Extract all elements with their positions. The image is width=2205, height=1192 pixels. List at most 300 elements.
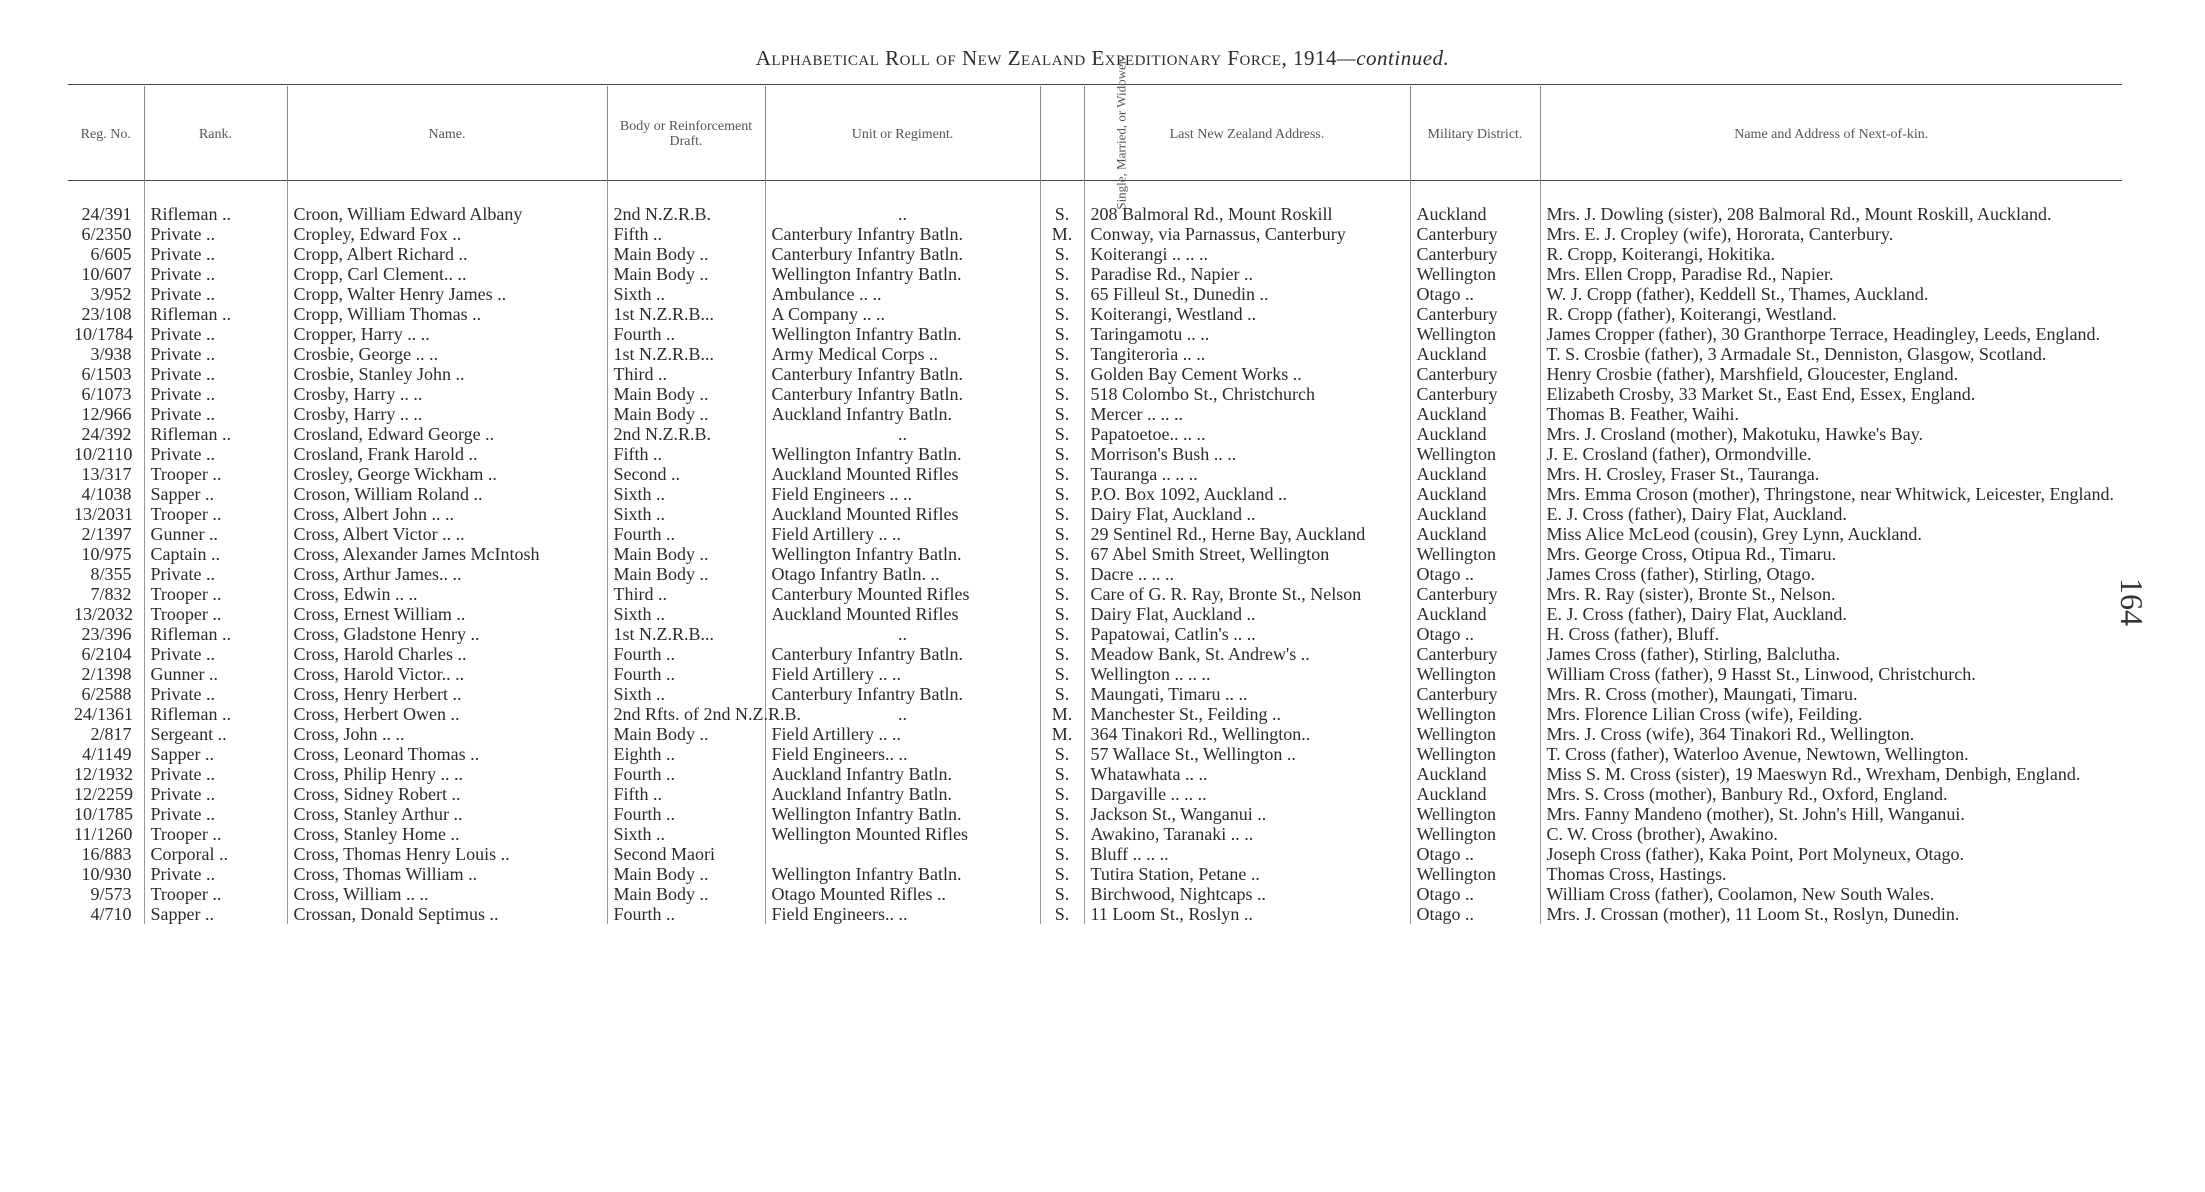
cell-name: Cross, Harold Charles .. <box>287 644 607 664</box>
cell-reg: 3/938 <box>90 344 132 364</box>
cell-kin: Mrs. J. Cross (wife), 364 Tinakori Rd., Wellington. <box>1540 724 2122 744</box>
cell-reg: 3/952 <box>90 284 132 304</box>
cell-name: Cross, John .. .. <box>287 724 607 744</box>
cell-kin: Mrs. Florence Lilian Cross (wife), Feilding. <box>1540 704 2122 724</box>
cell-rank: Sapper .. <box>144 744 287 764</box>
cell-reg: 10/930 <box>81 864 132 884</box>
cell-body: Fourth .. <box>607 764 765 784</box>
cell-address: Dacre .. .. .. <box>1084 564 1410 584</box>
cell-unit: A Company .. .. <box>765 304 1040 324</box>
cell-kin: Mrs. J. Crossan (mother), 11 Loom St., Roslyn, Dunedin. <box>1540 904 2122 924</box>
cell-name: Cropp, William Thomas .. <box>287 304 607 324</box>
cell-unit: Canterbury Infantry Batln. <box>765 244 1040 264</box>
cell-name: Crosley, George Wickham .. <box>287 464 607 484</box>
cell-district: Wellington <box>1410 864 1540 884</box>
cell-kin: Thomas Cross, Hastings. <box>1540 864 2122 884</box>
cell-district: Otago .. <box>1410 284 1540 304</box>
cell-name: Cross, Albert Victor .. .. <box>287 524 607 544</box>
cell-district: Wellington <box>1410 724 1540 744</box>
cell-kin: E. J. Cross (father), Dairy Flat, Auckland. <box>1540 504 2122 524</box>
cell-address: P.O. Box 1092, Auckland .. <box>1084 484 1410 504</box>
cell-body: Sixth .. <box>607 824 765 844</box>
cell-reg: 4/1149 <box>82 744 132 764</box>
cell-reg: 6/2104 <box>81 644 132 664</box>
cell-rank: Private .. <box>144 324 287 344</box>
cell-rank: Trooper .. <box>144 584 287 604</box>
cell-body: Main Body .. <box>607 384 765 404</box>
cell-body: Main Body .. <box>607 724 765 744</box>
cell-status: S. <box>1040 604 1084 624</box>
cell-status: S. <box>1040 764 1084 784</box>
cell-status: S. <box>1040 344 1084 364</box>
cell-kin: W. J. Cropp (father), Keddell St., Thames, Auckland. <box>1540 284 2122 304</box>
cell-unit: Wellington Mounted Rifles <box>765 824 1040 844</box>
title-continued: —continued. <box>1337 46 1450 70</box>
cell-status: S. <box>1040 864 1084 884</box>
cell-status: S. <box>1040 624 1084 644</box>
cell-kin: R. Cropp (father), Koiterangi, Westland. <box>1540 304 2122 324</box>
cell-kin: Mrs. Fanny Mandeno (mother), St. John's Hill, Wanganui. <box>1540 804 2122 824</box>
cell-status: S. <box>1040 304 1084 324</box>
cell-address: 65 Filleul St., Dunedin .. <box>1084 284 1410 304</box>
cell-body: Fourth .. <box>607 644 765 664</box>
cell-name: Cross, William .. .. <box>287 884 607 904</box>
cell-reg: 7/832 <box>90 584 132 604</box>
cell-rank: Private .. <box>144 384 287 404</box>
cell-reg: 24/391 <box>81 204 132 224</box>
cell-body: Third .. <box>607 584 765 604</box>
cell-status: S. <box>1040 464 1084 484</box>
cell-reg: 13/2031 <box>74 504 134 524</box>
cell-rank: Gunner .. <box>144 524 287 544</box>
cell-reg: 12/966 <box>81 404 132 424</box>
cell-unit: Field Artillery .. .. <box>765 524 1040 544</box>
cell-status: S. <box>1040 284 1084 304</box>
cell-reg: 9/573 <box>90 884 132 904</box>
cell-unit: Wellington Infantry Batln. <box>765 324 1040 344</box>
cell-body: Fifth .. <box>607 224 765 244</box>
cell-unit: Wellington Infantry Batln. <box>765 544 1040 564</box>
cell-status: S. <box>1040 744 1084 764</box>
cell-rank: Private .. <box>144 444 287 464</box>
cell-kin: Mrs. S. Cross (mother), Banbury Rd., Oxford, England. <box>1540 784 2122 804</box>
cell-rank: Sapper .. <box>144 484 287 504</box>
cell-district: Wellington <box>1410 824 1540 844</box>
cell-address: 364 Tinakori Rd., Wellington.. <box>1084 724 1410 744</box>
cell-rank: Private .. <box>144 804 287 824</box>
cell-status: S. <box>1040 444 1084 464</box>
table-row <box>68 724 2122 744</box>
cell-reg: 10/1784 <box>74 324 134 344</box>
table-row <box>68 284 2122 304</box>
table-row <box>68 584 2122 604</box>
cell-address: 67 Abel Smith Street, Wellington <box>1084 544 1410 564</box>
cell-status: M. <box>1040 724 1084 744</box>
page-title <box>0 46 2205 71</box>
cell-reg: 12/1932 <box>74 764 134 784</box>
cell-unit: Wellington Infantry Batln. <box>765 264 1040 284</box>
cell-unit: Auckland Infantry Batln. <box>765 764 1040 784</box>
cell-kin: Joseph Cross (father), Kaka Point, Port Molyneux, Otago. <box>1540 844 2122 864</box>
cell-kin: Mrs. H. Crosley, Fraser St., Tauranga. <box>1540 464 2122 484</box>
cell-address: 208 Balmoral Rd., Mount Roskill <box>1084 182 1410 224</box>
cell-body: Fifth .. <box>607 444 765 464</box>
table-row <box>68 182 2122 224</box>
cell-rank: Private .. <box>144 864 287 884</box>
cell-status: S. <box>1040 404 1084 424</box>
table-row <box>68 344 2122 364</box>
cell-name: Cross, Arthur James.. .. <box>287 564 607 584</box>
cell-status: S. <box>1040 784 1084 804</box>
cell-name: Cropp, Carl Clement.. .. <box>287 264 607 284</box>
cell-rank: Trooper .. <box>144 504 287 524</box>
cell-unit: Canterbury Infantry Batln. <box>765 224 1040 244</box>
cell-rank: Private .. <box>144 644 287 664</box>
table-row <box>68 304 2122 324</box>
cell-body: Third .. <box>607 364 765 384</box>
cell-status: S. <box>1040 904 1084 924</box>
table-row <box>68 784 2122 804</box>
cell-kin: Mrs. R. Ray (sister), Bronte St., Nelson. <box>1540 584 2122 604</box>
cell-body: Main Body .. <box>607 544 765 564</box>
cell-district: Wellington <box>1410 704 1540 724</box>
cell-rank: Trooper .. <box>144 464 287 484</box>
header-name: Name. <box>287 86 607 182</box>
cell-reg: 2/817 <box>90 724 132 744</box>
cell-district: Wellington <box>1410 264 1540 284</box>
cell-status: S. <box>1040 824 1084 844</box>
cell-rank: Private .. <box>144 764 287 784</box>
cell-rank: Trooper .. <box>144 604 287 624</box>
cell-district: Wellington <box>1410 744 1540 764</box>
cell-name: Cross, Sidney Robert .. <box>287 784 607 804</box>
cell-address: Meadow Bank, St. Andrew's .. <box>1084 644 1410 664</box>
title-main: Alphabetical Roll of New Zealand Expeditionary Force, 1914 <box>755 46 1338 70</box>
table-row <box>68 364 2122 384</box>
cell-body: Main Body .. <box>607 244 765 264</box>
cell-body: 1st N.Z.R.B... <box>607 624 765 644</box>
table-row <box>68 884 2122 904</box>
cell-unit: Field Engineers .. .. <box>765 484 1040 504</box>
cell-body: Fourth .. <box>607 324 765 344</box>
cell-rank: Captain .. <box>144 544 287 564</box>
cell-name: Cross, Harold Victor.. .. <box>287 664 607 684</box>
cell-name: Cross, Alexander James McIntosh <box>287 544 607 564</box>
cell-district: Otago .. <box>1410 884 1540 904</box>
cell-name: Croson, William Roland .. <box>287 484 607 504</box>
cell-status: S. <box>1040 544 1084 564</box>
cell-address: Conway, via Parnassus, Canterbury <box>1084 224 1410 244</box>
cell-body: Main Body .. <box>607 264 765 284</box>
header-district: Military District. <box>1410 86 1540 182</box>
cell-district: Wellington <box>1410 544 1540 564</box>
cell-address: Care of G. R. Ray, Bronte St., Nelson <box>1084 584 1410 604</box>
cell-name: Cross, Stanley Home .. <box>287 824 607 844</box>
cell-rank: Private .. <box>144 264 287 284</box>
table-row <box>68 644 2122 664</box>
cell-unit: .. <box>765 182 1040 224</box>
table-row <box>68 664 2122 684</box>
cell-name: Cropp, Walter Henry James .. <box>287 284 607 304</box>
cell-reg: 6/1073 <box>81 384 132 404</box>
cell-district: Auckland <box>1410 604 1540 624</box>
cell-reg: 24/1361 <box>74 704 134 724</box>
cell-kin: James Cross (father), Stirling, Otago. <box>1540 564 2122 584</box>
cell-rank: Private .. <box>144 784 287 804</box>
cell-kin: E. J. Cross (father), Dairy Flat, Auckland. <box>1540 604 2122 624</box>
cell-status: S. <box>1040 264 1084 284</box>
cell-reg: 4/1038 <box>81 484 132 504</box>
cell-kin: Mrs. George Cross, Otipua Rd., Timaru. <box>1540 544 2122 564</box>
cell-unit: .. <box>765 424 1040 444</box>
cell-district: Canterbury <box>1410 384 1540 404</box>
cell-rank: Private .. <box>144 344 287 364</box>
cell-district: Canterbury <box>1410 304 1540 324</box>
cell-district: Canterbury <box>1410 224 1540 244</box>
cell-name: Cross, Henry Herbert .. <box>287 684 607 704</box>
table-row <box>68 324 2122 344</box>
cell-unit: Otago Mounted Rifles .. <box>765 884 1040 904</box>
header-kin: Name and Address of Next-of-kin. <box>1540 86 2122 182</box>
cell-body: Second Maori <box>607 844 765 864</box>
cell-unit: Canterbury Infantry Batln. <box>765 384 1040 404</box>
cell-reg: 6/605 <box>90 244 132 264</box>
cell-unit: Canterbury Mounted Rifles <box>765 584 1040 604</box>
cell-unit: Wellington Infantry Batln. <box>765 804 1040 824</box>
cell-body: Sixth .. <box>607 284 765 304</box>
cell-rank: Rifleman .. <box>144 304 287 324</box>
cell-kin: T. Cross (father), Waterloo Avenue, Newtown, Wellington. <box>1540 744 2122 764</box>
cell-status: M. <box>1040 704 1084 724</box>
cell-rank: Private .. <box>144 404 287 424</box>
cell-kin: Thomas B. Feather, Waihi. <box>1540 404 2122 424</box>
cell-rank: Private .. <box>144 224 287 244</box>
cell-body: Fourth .. <box>607 804 765 824</box>
cell-reg: 10/975 <box>81 544 132 564</box>
cell-rank: Private .. <box>144 284 287 304</box>
cell-district: Canterbury <box>1410 364 1540 384</box>
cell-address: Manchester St., Feilding .. <box>1084 704 1410 724</box>
cell-kin: Miss S. M. Cross (sister), 19 Maeswyn Rd., Wrexham, Denbigh, England. <box>1540 764 2122 784</box>
cell-reg: 16/883 <box>81 844 132 864</box>
cell-body: Eighth .. <box>607 744 765 764</box>
cell-unit: Otago Infantry Batln. .. <box>765 564 1040 584</box>
cell-unit: .. <box>765 704 1040 724</box>
cell-status: S. <box>1040 364 1084 384</box>
cell-rank: Private .. <box>144 364 287 384</box>
cell-address: 57 Wallace St., Wellington .. <box>1084 744 1410 764</box>
cell-unit: Field Engineers.. .. <box>765 744 1040 764</box>
cell-body: 2nd Rfts. of 2nd N.Z.R.B. <box>607 704 765 724</box>
cell-unit: Auckland Mounted Rifles <box>765 464 1040 484</box>
cell-reg: 24/392 <box>81 424 132 444</box>
cell-kin: Mrs. J. Crosland (mother), Makotuku, Hawke's Bay. <box>1540 424 2122 444</box>
cell-status: S. <box>1040 484 1084 504</box>
cell-address: Taringamotu .. .. <box>1084 324 1410 344</box>
cell-district: Otago .. <box>1410 844 1540 864</box>
cell-address: 518 Colombo St., Christchurch <box>1084 384 1410 404</box>
table-row <box>68 384 2122 404</box>
header-status-label: Single, Married, or Widower. <box>1113 56 1129 210</box>
cell-body: Fourth .. <box>607 524 765 544</box>
cell-kin: Elizabeth Crosby, 33 Market St., East End, Essex, England. <box>1540 384 2122 404</box>
cell-rank: Sapper .. <box>144 904 287 924</box>
cell-status: M. <box>1040 224 1084 244</box>
cell-district: Wellington <box>1410 324 1540 344</box>
header-status <box>1040 56 1129 210</box>
cell-kin: Mrs. Emma Croson (mother), Thringstone, near Whitwick, Leicester, England. <box>1540 484 2122 504</box>
cell-unit: Field Artillery .. .. <box>765 724 1040 744</box>
cell-name: Cross, Stanley Arthur .. <box>287 804 607 824</box>
cell-unit: Canterbury Infantry Batln. <box>765 644 1040 664</box>
cell-kin: C. W. Cross (brother), Awakino. <box>1540 824 2122 844</box>
cell-address: Papatoetoe.. .. .. <box>1084 424 1410 444</box>
cell-rank: Trooper .. <box>144 824 287 844</box>
cell-name: Cross, Philip Henry .. .. <box>287 764 607 784</box>
cell-district: Auckland <box>1410 524 1540 544</box>
cell-kin: Mrs. J. Dowling (sister), 208 Balmoral Rd., Mount Roskill, Auckland. <box>1540 182 2122 224</box>
cell-address: Papatowai, Catlin's .. .. <box>1084 624 1410 644</box>
cell-body: Fourth .. <box>607 904 765 924</box>
cell-reg: 6/2588 <box>81 684 132 704</box>
table-row <box>68 404 2122 424</box>
table-row <box>68 264 2122 284</box>
table-row <box>68 604 2122 624</box>
cell-unit: Army Medical Corps .. <box>765 344 1040 364</box>
header-reg: Reg. No. <box>80 126 131 142</box>
cell-district: Canterbury <box>1410 584 1540 604</box>
cell-reg: 13/317 <box>81 464 132 484</box>
cell-kin: Mrs. E. J. Cropley (wife), Hororata, Canterbury. <box>1540 224 2122 244</box>
cell-name: Cross, Ernest William .. <box>287 604 607 624</box>
cell-status: S. <box>1040 644 1084 664</box>
table-row <box>68 524 2122 544</box>
cell-reg: 23/108 <box>81 304 132 324</box>
header-address: Last New Zealand Address. <box>1084 86 1410 182</box>
cell-body: Fifth .. <box>607 784 765 804</box>
cell-district: Canterbury <box>1410 684 1540 704</box>
cell-district: Canterbury <box>1410 644 1540 664</box>
cell-unit <box>765 844 1040 864</box>
cell-reg: 11/1260 <box>74 824 133 844</box>
cell-name: Cropp, Albert Richard .. <box>287 244 607 264</box>
cell-kin: Mrs. Ellen Cropp, Paradise Rd., Napier. <box>1540 264 2122 284</box>
cell-reg: 6/2350 <box>81 224 132 244</box>
cell-unit: Canterbury Infantry Batln. <box>765 684 1040 704</box>
cell-rank: Private .. <box>144 244 287 264</box>
cell-rank: Private .. <box>144 684 287 704</box>
cell-name: Cross, Thomas William .. <box>287 864 607 884</box>
cell-name: Crosby, Harry .. .. <box>287 384 607 404</box>
table-row <box>68 804 2122 824</box>
cell-address: Morrison's Bush .. .. <box>1084 444 1410 464</box>
cell-status: S. <box>1040 684 1084 704</box>
cell-address: Tangiteroria .. .. <box>1084 344 1410 364</box>
cell-unit: Ambulance .. .. <box>765 284 1040 304</box>
cell-district: Auckland <box>1410 424 1540 444</box>
cell-reg: 4/710 <box>90 904 132 924</box>
cell-rank: Rifleman .. <box>144 704 287 724</box>
cell-address: Paradise Rd., Napier .. <box>1084 264 1410 284</box>
cell-district: Auckland <box>1410 182 1540 224</box>
cell-body: Main Body .. <box>607 884 765 904</box>
cell-district: Wellington <box>1410 804 1540 824</box>
cell-name: Cropley, Edward Fox .. <box>287 224 607 244</box>
cell-status: S. <box>1040 564 1084 584</box>
cell-body: Sixth .. <box>607 484 765 504</box>
cell-address: Awakino, Taranaki .. .. <box>1084 824 1410 844</box>
cell-status: S. <box>1040 182 1084 224</box>
cell-status: S. <box>1040 524 1084 544</box>
cell-reg: 2/1397 <box>81 524 132 544</box>
cell-kin: Mrs. R. Cross (mother), Maungati, Timaru. <box>1540 684 2122 704</box>
table-row <box>68 424 2122 444</box>
table-row <box>68 504 2122 524</box>
cell-reg: 10/2110 <box>74 444 133 464</box>
cell-district: Auckland <box>1410 484 1540 504</box>
cell-status: S. <box>1040 584 1084 604</box>
cell-body: 2nd N.Z.R.B. <box>607 182 765 224</box>
cell-body: 2nd N.Z.R.B. <box>607 424 765 444</box>
cell-district: Otago .. <box>1410 904 1540 924</box>
cell-unit: Auckland Mounted Rifles <box>765 604 1040 624</box>
cell-address: Maungati, Timaru .. .. <box>1084 684 1410 704</box>
cell-name: Croon, William Edward Albany <box>287 182 607 224</box>
table-row <box>68 244 2122 264</box>
cell-body: Fourth .. <box>607 664 765 684</box>
cell-district: Otago .. <box>1410 624 1540 644</box>
cell-address: Birchwood, Nightcaps .. <box>1084 884 1410 904</box>
cell-address: Koiterangi, Westland .. <box>1084 304 1410 324</box>
cell-rank: Trooper .. <box>144 884 287 904</box>
cell-unit: Field Engineers.. .. <box>765 904 1040 924</box>
cell-address: Dairy Flat, Auckland .. <box>1084 604 1410 624</box>
cell-address: Dairy Flat, Auckland .. <box>1084 504 1410 524</box>
cell-kin: Henry Crosbie (father), Marshfield, Gloucester, England. <box>1540 364 2122 384</box>
cell-district: Otago .. <box>1410 564 1540 584</box>
top-rule <box>68 84 2122 85</box>
cell-body: Main Body .. <box>607 564 765 584</box>
cell-kin: William Cross (father), Coolamon, New South Wales. <box>1540 884 2122 904</box>
table-row <box>68 764 2122 784</box>
cell-status: S. <box>1040 884 1084 904</box>
cell-reg: 12/2259 <box>74 784 134 804</box>
cell-address: Tauranga .. .. .. <box>1084 464 1410 484</box>
cell-rank: Rifleman .. <box>144 624 287 644</box>
cell-rank: Corporal .. <box>144 844 287 864</box>
cell-kin: J. E. Crosland (father), Ormondville. <box>1540 444 2122 464</box>
table-row <box>68 224 2122 244</box>
cell-name: Cross, Gladstone Henry .. <box>287 624 607 644</box>
cell-unit: Field Artillery .. .. <box>765 664 1040 684</box>
cell-district: Wellington <box>1410 444 1540 464</box>
cell-address: Bluff .. .. .. <box>1084 844 1410 864</box>
cell-kin: James Cropper (father), 30 Granthorpe Terrace, Headingley, Leeds, England. <box>1540 324 2122 344</box>
cell-body: Sixth .. <box>607 504 765 524</box>
cell-district: Auckland <box>1410 784 1540 804</box>
cell-kin: R. Cropp, Koiterangi, Hokitika. <box>1540 244 2122 264</box>
table-row <box>68 864 2122 884</box>
cell-rank: Gunner .. <box>144 664 287 684</box>
table-row <box>68 704 2122 724</box>
table-row <box>68 684 2122 704</box>
cell-address: Whatawhata .. .. <box>1084 764 1410 784</box>
cell-district: Auckland <box>1410 764 1540 784</box>
cell-unit: Auckland Infantry Batln. <box>765 784 1040 804</box>
cell-address: 11 Loom St., Roslyn .. <box>1084 904 1410 924</box>
header-row <box>68 86 2122 182</box>
cell-name: Cross, Albert John .. .. <box>287 504 607 524</box>
